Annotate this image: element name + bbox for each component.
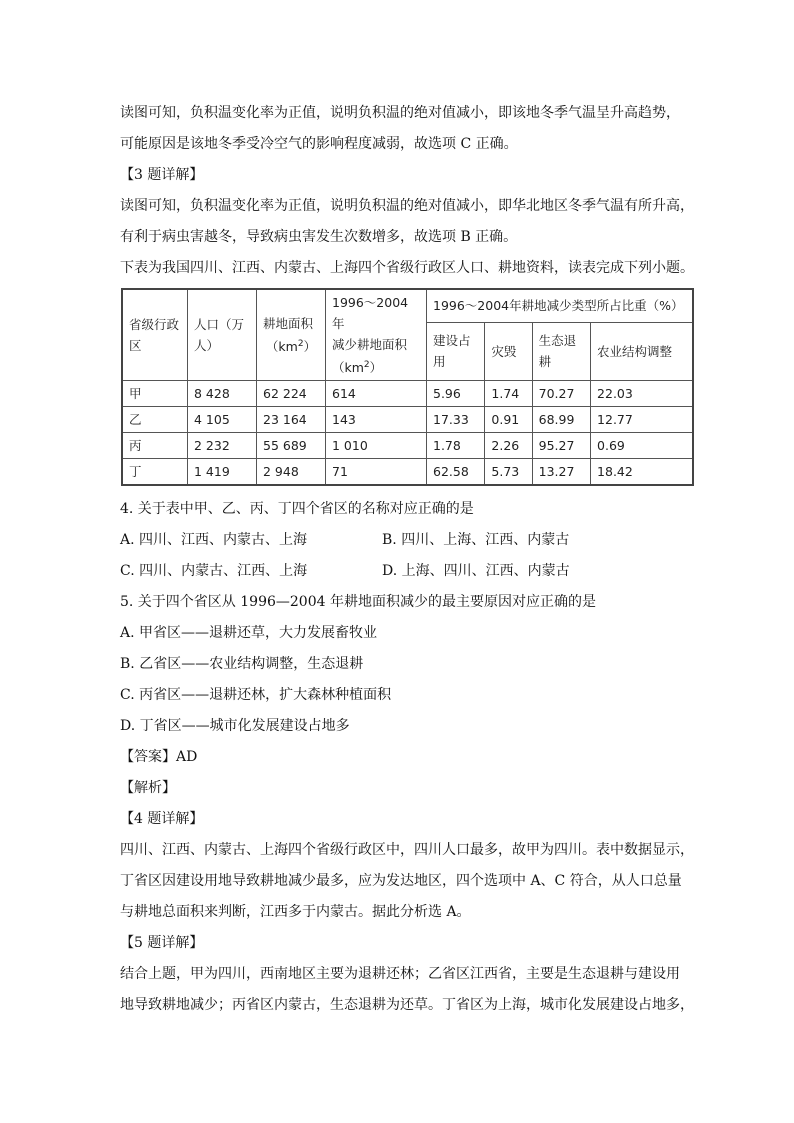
header-decrease-types: 1996～2004年耕地减少类型所占比重（%） — [427, 289, 694, 322]
paragraph-line: 读图可知，负积温变化率为正值，说明负积温的绝对值减小，即该地冬季气温呈升高趋势， — [120, 105, 680, 121]
header-ecological: 生态退 耕 — [532, 322, 590, 381]
cell-decrease: 143 — [326, 407, 427, 433]
cell-disaster: 2.26 — [485, 433, 532, 459]
cell-farmland: 2 948 — [257, 459, 326, 486]
cell-disaster: 0.91 — [485, 407, 532, 433]
cell-decrease: 1 010 — [326, 433, 427, 459]
cell-disaster: 1.74 — [485, 381, 532, 407]
document-page — [120, 98, 694, 1021]
table-header-row — [122, 289, 693, 322]
cell-ecological: 13.27 — [532, 459, 590, 486]
cell-farmland: 55 689 — [257, 433, 326, 459]
paragraph-line: 地导致耕地减少；丙省区内蒙古，生态退耕为还草。丁省区为上海，城市化发展建设占地多， — [120, 997, 694, 1014]
cell-ecological: 68.99 — [532, 407, 590, 433]
cell-decrease: 614 — [326, 381, 427, 407]
paragraph-line: 有利于病虫害越冬，导致病虫害发生次数增多，故选项 B 正确。 — [120, 229, 518, 245]
paragraph-line: 读图可知，负积温变化率为正值，说明负积温的绝对值减小，即华北地区冬季气温有所升高， — [120, 198, 694, 214]
paragraph-line: 与耕地总面积来判断，江西多于内蒙古。据此分析选 A。 — [120, 904, 471, 921]
header-farmland: 耕地面积 $(km^2)$ — [257, 289, 326, 381]
q5-option-d: D. 丁省区——城市化发展建设占地多 — [120, 718, 350, 735]
cell-construction: 62.58 — [427, 459, 485, 486]
cell-ecological: 95.27 — [532, 433, 590, 459]
table-row — [122, 459, 693, 486]
header-decrease: 1996～2004年 减少耕地面积 $(km^2)$ — [326, 289, 427, 381]
q4-stem: 4. 关于表中甲、乙、丙、丁四个省区的名称对应正确的是 — [120, 501, 474, 518]
cell-name: 乙 — [122, 407, 188, 433]
header-construction: 建设占 用 — [427, 322, 485, 381]
header-province: 省级行政区 — [122, 289, 188, 381]
cell-agri: 0.69 — [591, 433, 693, 459]
table-row — [122, 407, 693, 433]
cell-construction: 1.78 — [427, 433, 485, 459]
q5-option-c: C. 丙省区——退耕还林，扩大森林种植面积 — [120, 687, 392, 704]
q5-option-a: A. 甲省区——退耕还草，大力发展畜牧业 — [120, 625, 378, 642]
paragraph-line: 四川、江西、内蒙古、上海四个省级行政区中，四川人口最多，故甲为四川。表中数据显示， — [120, 842, 694, 859]
header-population: 人口（万 人） — [188, 289, 257, 381]
q4-option-b: B. 四川、上海、江西、内蒙古 — [382, 532, 570, 549]
cell-name: 甲 — [122, 381, 188, 407]
table-row — [122, 381, 693, 407]
cell-construction: 5.96 — [427, 381, 485, 407]
cell-name: 丙 — [122, 433, 188, 459]
cell-agri: 22.03 — [591, 381, 693, 407]
table-intro: 下表为我国四川、江西、内蒙古、上海四个省级行政区人口、耕地资料，读表完成下列小题。 — [120, 260, 694, 276]
cell-name: 丁 — [122, 459, 188, 486]
cell-population: 4 105 — [188, 407, 257, 433]
q4-options-row — [120, 556, 694, 587]
q4-option-a: A. 四川、江西、内蒙古、上海 — [120, 532, 308, 549]
paragraph-line: 可能原因是该地冬季受冷空气的影响程度减弱，故选项 C 正确。 — [120, 136, 518, 152]
paragraph-line: 丁省区因建设用地导致耕地减少最多，应为发达地区，四个选项中 A、C 符合，从人口总量 — [120, 873, 682, 890]
cell-ecological: 70.27 — [532, 381, 590, 407]
q5-heading: 【5 题详解】 — [120, 935, 204, 952]
q4-options-row — [120, 525, 694, 556]
cell-agri: 18.42 — [591, 459, 693, 486]
paragraph-line: 结合上题，甲为四川，西南地区主要为退耕还林；乙省区江西省，主要是生态退耕与建设用 — [120, 966, 680, 983]
table-row — [122, 433, 693, 459]
cell-disaster: 5.73 — [485, 459, 532, 486]
q5-stem: 5. 关于四个省区从 1996—2004 年耕地面积减少的最主要原因对应正确的是 — [120, 594, 596, 611]
cell-population: 8 428 — [188, 381, 257, 407]
header-agri: 农业结构调整 — [591, 322, 693, 381]
q5-option-b: B. 乙省区——农业结构调整，生态退耕 — [120, 656, 364, 673]
q4-option-c: C. 四川、内蒙古、江西、上海 — [120, 563, 308, 580]
q3-heading: 【3 题详解】 — [120, 167, 204, 183]
header-disaster: 灾毁 — [485, 322, 532, 381]
cell-decrease: 71 — [326, 459, 427, 486]
answer: 【答案】AD — [120, 749, 198, 766]
cell-farmland: 62 224 — [257, 381, 326, 407]
cell-farmland: 23 164 — [257, 407, 326, 433]
q4-heading: 【4 题详解】 — [120, 811, 204, 828]
cell-population: 1 419 — [188, 459, 257, 486]
cell-construction: 17.33 — [427, 407, 485, 433]
analysis-heading: 【解析】 — [120, 780, 176, 797]
data-table — [121, 288, 694, 486]
cell-agri: 12.77 — [591, 407, 693, 433]
cell-population: 2 232 — [188, 433, 257, 459]
q4-option-d: D. 上海、四川、江西、内蒙古 — [382, 563, 570, 580]
